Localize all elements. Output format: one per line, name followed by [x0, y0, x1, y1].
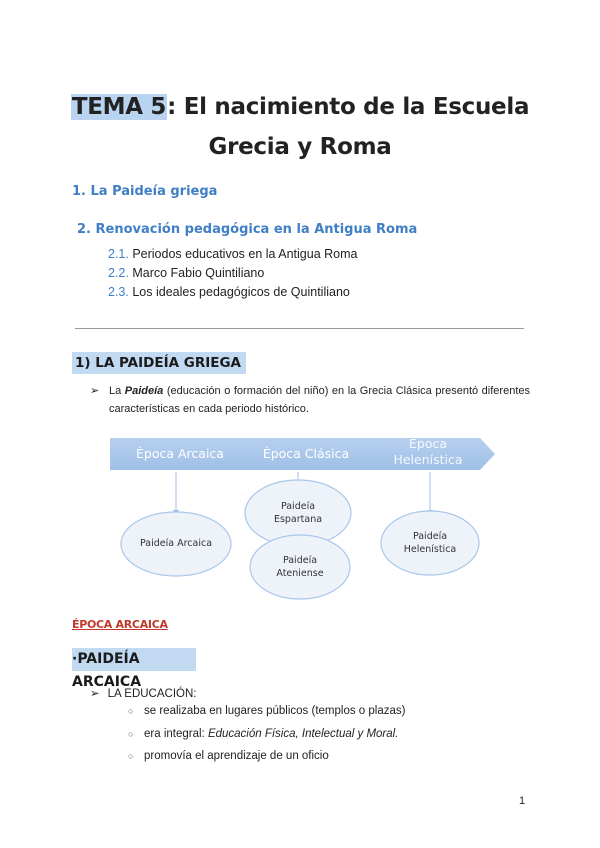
- ellipse-label-line2: Ateniense: [276, 568, 324, 579]
- title-highlight: TEMA 5: [71, 94, 167, 120]
- toc-subitem-2-1[interactable]: [108, 247, 357, 261]
- ellipse-label-line1: Paideía: [280, 501, 316, 512]
- toc-item-1[interactable]: 1. La Paideía griega: [72, 184, 218, 199]
- toc-subitem-number: 2.2.: [108, 266, 129, 280]
- title-rest: : El nacimiento de la Escuela: [167, 94, 530, 120]
- epochs-diagram: [110, 432, 495, 607]
- toc-subitem-text: Marco Fabio Quintiliano: [128, 266, 265, 280]
- document-title-line1: [0, 94, 600, 120]
- ellipse-label-arcaica: Paideía Arcaica: [139, 538, 213, 549]
- toc-subitem-2-3[interactable]: [108, 285, 350, 299]
- toc-subitem-text: Periodos educativos en la Antigua Roma: [128, 247, 358, 261]
- education-label: LA EDUCACIÓN:: [107, 688, 197, 700]
- circle-bullet-icon: ○: [128, 751, 134, 761]
- list-item-text-pre: era integral:: [144, 728, 208, 740]
- toc-subitem-number: 2.3.: [108, 285, 129, 299]
- list-item: [128, 705, 405, 717]
- list-item-text: se realizaba en lugares públicos (templos o plazas): [144, 705, 406, 717]
- intro-paragraph: [90, 382, 530, 418]
- ellipse-label-line1: Paideía: [412, 531, 448, 542]
- ellipse-label-line2: Helenística: [403, 544, 457, 555]
- circle-bullet-icon: ○: [128, 729, 134, 739]
- circle-bullet-icon: ○: [128, 706, 134, 716]
- paideia-arcaica-heading: ·PAIDEÍA ARCAICA: [72, 648, 196, 671]
- list-item-text-emphasis: Educación Física, Intelectual y Moral.: [207, 728, 399, 740]
- arrow-bullet-icon: ➢: [90, 385, 100, 397]
- education-list-label: [90, 686, 196, 700]
- document-title-line2: Grecia y Roma: [208, 134, 392, 160]
- toc-subitem-number: 2.1.: [108, 247, 129, 261]
- chevron-label-helenistica: [372, 436, 484, 468]
- toc-item-2[interactable]: 2. Renovación pedagógica en la Antigua Roma: [77, 222, 418, 237]
- arrow-bullet-icon: ➢: [90, 688, 100, 700]
- list-item: [128, 728, 398, 740]
- ellipse-label-line1: Paideía: [282, 555, 318, 566]
- toc-subitem-2-2[interactable]: [108, 266, 264, 280]
- paideia-term: Paideía: [124, 385, 164, 397]
- page-number: 1: [519, 795, 526, 807]
- horizontal-divider: [75, 328, 524, 329]
- chevron-label-clasica: Época Clásica: [262, 446, 350, 461]
- ellipse-label-espartana: [245, 500, 351, 526]
- list-item-text: promovía el aprendizaje de un oficio: [144, 750, 329, 762]
- para-post: (educación o formación del niño) en la Grecia Clásica presentó diferentes características en cada periodo histórico.: [109, 385, 530, 415]
- para-pre: La: [109, 385, 125, 397]
- list-item: [128, 750, 329, 762]
- ellipse-label-helenistica: [381, 530, 479, 556]
- ellipse-label-ateniense: [250, 554, 350, 580]
- ellipse-label-line2: Espartana: [273, 514, 323, 525]
- toc-subitem-text: Los ideales pedagógicos de Quintiliano: [128, 285, 350, 299]
- chevron-label-helenistica-line1: Época: [408, 436, 447, 451]
- chevron-label-helenistica-line2: Helenística: [393, 452, 463, 467]
- epoca-arcaica-heading: ÉPOCA ARCAICA: [72, 618, 168, 631]
- chevron-label-arcaica: Época Arcaica: [136, 446, 224, 461]
- section-heading-paideia-griega: 1) LA PAIDEÍA GRIEGA: [72, 352, 246, 374]
